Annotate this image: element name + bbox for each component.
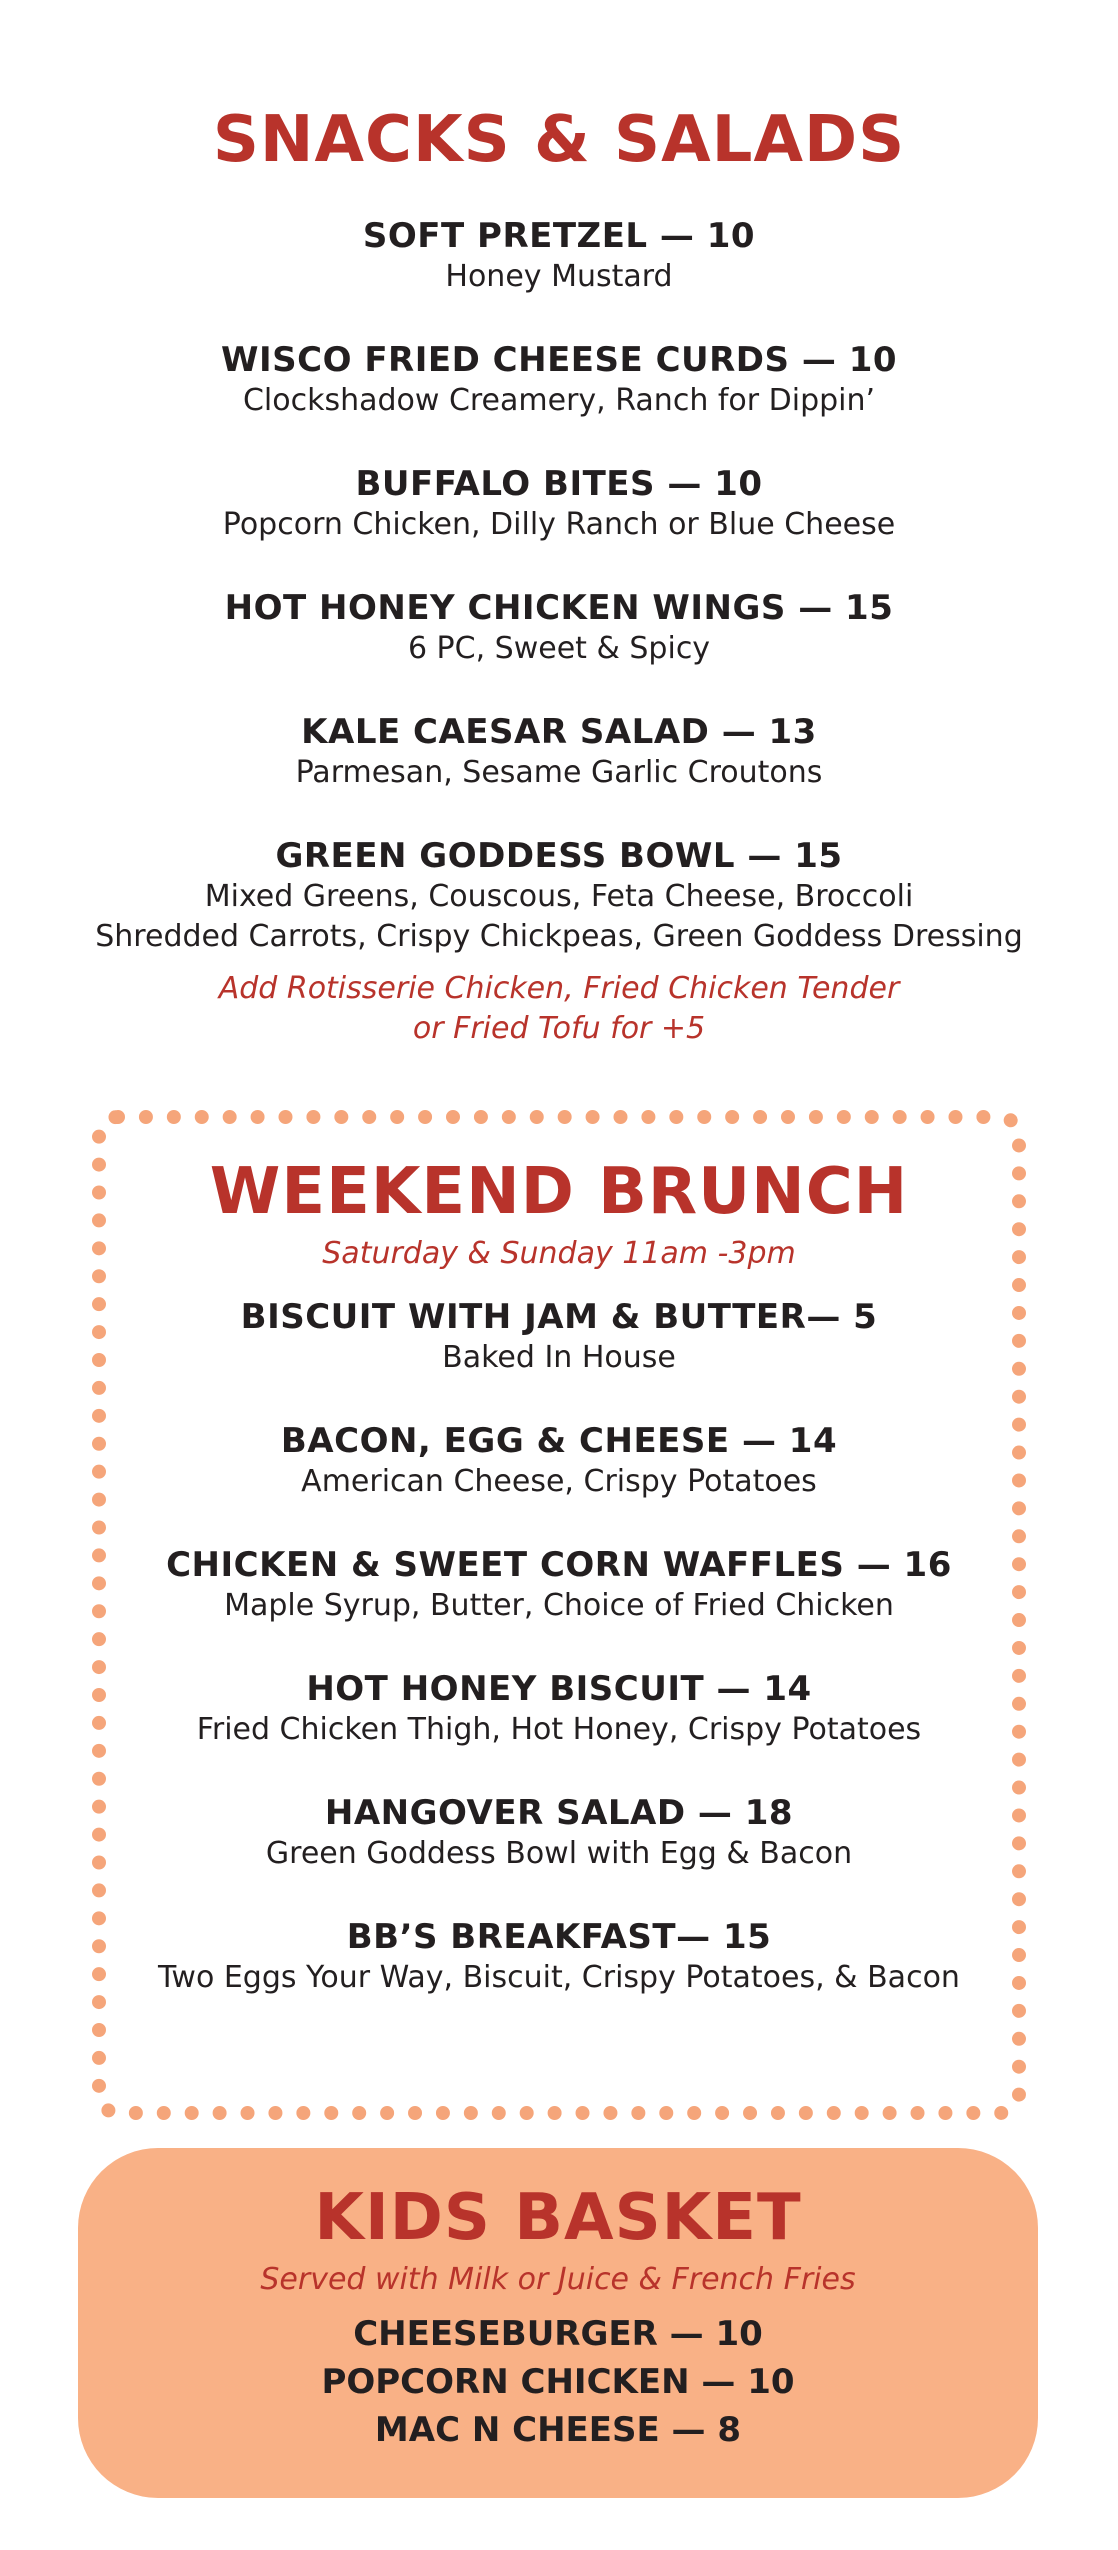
kids-item: POPCORN CHICKEN — 10 (321, 2362, 795, 2402)
snacks-section (0, 95, 1118, 1049)
kids-basket-section (78, 2148, 1038, 2498)
item-desc-continued: Shredded Carrots, Crispy Chickpeas, Green Goddess Dressing (95, 919, 1023, 954)
addon-note-line2: or Fried Tofu for +5 (412, 1011, 706, 1046)
item-name: SOFT PRETZEL — 10 (362, 216, 756, 256)
menu-item (0, 711, 1118, 793)
item-name: BB’S BREAKFAST— 15 (346, 1917, 772, 1957)
brunch-hours: Saturday & Sunday 11am -3pm (322, 1236, 796, 1271)
menu-item (0, 215, 1118, 297)
item-desc: Popcorn Chicken, Dilly Ranch or Blue Cheese (222, 507, 896, 542)
snacks-title: SNACKS & SALADS (212, 103, 906, 177)
item-desc: Mixed Greens, Couscous, Feta Cheese, Broccoli (204, 879, 914, 914)
menu-item (92, 1668, 1026, 1750)
item-name: CHICKEN & SWEET CORN WAFFLES — 16 (166, 1545, 952, 1585)
kids-subtitle: Served with Milk or Juice & French Fries (260, 2262, 856, 2297)
brunch-title: WEEKEND BRUNCH (209, 1155, 909, 1229)
item-name: BISCUIT WITH JAM & BUTTER— 5 (240, 1297, 878, 1337)
item-desc: Honey Mustard (445, 259, 673, 294)
item-name: HOT HONEY BISCUIT — 14 (306, 1669, 812, 1709)
addon-note-line1: Add Rotisserie Chicken, Fried Chicken Tender (218, 971, 900, 1006)
item-desc: Green Goddess Bowl with Egg & Bacon (265, 1836, 853, 1871)
item-name: BACON, EGG & CHEESE — 14 (280, 1421, 838, 1461)
item-desc: 6 PC, Sweet & Spicy (407, 631, 711, 666)
item-desc: Baked In House (442, 1340, 676, 1375)
item-name: WISCO FRIED CHEESE CURDS — 10 (220, 340, 898, 380)
item-name: HANGOVER SALAD — 18 (324, 1793, 794, 1833)
item-desc: Parmesan, Sesame Garlic Croutons (295, 755, 823, 790)
menu-item (92, 1916, 1026, 1998)
menu-item (0, 339, 1118, 421)
item-desc: Maple Syrup, Butter, Choice of Fried Chicken (224, 1588, 894, 1623)
item-desc: Two Eggs Your Way, Biscuit, Crispy Potatoes, & Bacon (158, 1960, 960, 1995)
item-desc: Fried Chicken Thigh, Hot Honey, Crispy Potatoes (196, 1712, 922, 1747)
menu-item (0, 587, 1118, 669)
item-desc: American Cheese, Crispy Potatoes (301, 1464, 817, 1499)
item-name: HOT HONEY CHICKEN WINGS — 15 (224, 588, 894, 628)
kids-title: KIDS BASKET (314, 2181, 802, 2255)
kids-item: CHEESEBURGER — 10 (353, 2314, 763, 2354)
item-name: GREEN GODDESS BOWL — 15 (275, 836, 843, 876)
item-desc: Clockshadow Creamery, Ranch for Dippin’ (242, 383, 876, 418)
menu-item (92, 1420, 1026, 1502)
menu-item (0, 835, 1118, 957)
menu-item (92, 1544, 1026, 1626)
item-name: BUFFALO BITES — 10 (355, 464, 763, 504)
menu-item (92, 1296, 1026, 1378)
item-name: KALE CAESAR SALAD — 13 (301, 712, 817, 752)
kids-item: MAC N CHEESE — 8 (374, 2410, 742, 2450)
brunch-section (92, 1150, 1026, 2040)
menu-item (92, 1792, 1026, 1874)
menu-item (0, 463, 1118, 545)
